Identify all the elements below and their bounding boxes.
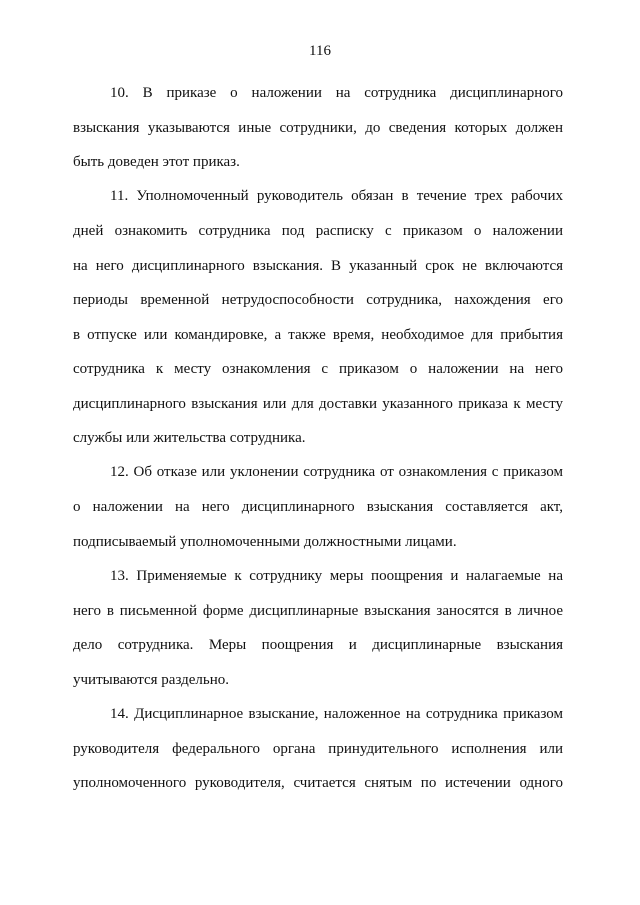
paragraph-12-line-2: о наложении на него дисциплинарного взыскания составляется акт, xyxy=(73,499,563,515)
paragraph-12-line-1: 12. Об отказе или уклонении сотрудника от ознакомления с приказом xyxy=(110,464,563,480)
paragraph-14-line-1: 14. Дисциплинарное взыскание, наложенное на сотрудника приказом xyxy=(110,706,563,722)
paragraph-12-line-3: подписываемый уполномоченными должностными лицами. xyxy=(73,534,457,550)
paragraph-10-line-2: взыскания указываются иные сотрудники, до сведения которых должен xyxy=(73,120,563,136)
paragraph-10-line-3: быть доведен этот приказ. xyxy=(73,154,240,170)
paragraph-13-line-3: дело сотрудника. Меры поощрения и дисциплинарные взыскания xyxy=(73,637,563,653)
paragraph-11-line-5: в отпуске или командировке, а также время, необходимое для прибытия xyxy=(73,327,563,343)
paragraph-13-line-1: 13. Применяемые к сотруднику меры поощрения и налагаемые на xyxy=(110,568,563,584)
paragraph-11-line-4: периоды временной нетрудоспособности сотрудника, нахождения его xyxy=(73,292,563,308)
paragraph-11-line-7: дисциплинарного взыскания или для доставки указанного приказа к месту xyxy=(73,396,563,412)
paragraph-13-line-2: него в письменной форме дисциплинарные взыскания заносятся в личное xyxy=(73,603,563,619)
paragraph-10-line-1: 10. В приказе о наложении на сотрудника дисциплинарного xyxy=(110,85,563,101)
paragraph-11-line-2: дней ознакомить сотрудника под расписку с приказом о наложении xyxy=(73,223,563,239)
paragraph-14-line-3: уполномоченного руководителя, считается снятым по истечении одного xyxy=(73,775,563,791)
paragraph-14-line-2: руководителя федерального органа принудительного исполнения или xyxy=(73,741,563,757)
paragraph-11-line-1: 11. Уполномоченный руководитель обязан в течение трех рабочих xyxy=(110,188,563,204)
page-number: 116 xyxy=(309,43,331,59)
paragraph-11-line-6: сотрудника к месту ознакомления с приказом о наложении на него xyxy=(73,361,563,377)
paragraph-13-line-4: учитываются раздельно. xyxy=(73,672,230,688)
paragraph-11-line-8: службы или жительства сотрудника. xyxy=(73,430,306,446)
paragraph-11-line-3: на него дисциплинарного взыскания. В указанный срок не включаются xyxy=(73,258,563,274)
